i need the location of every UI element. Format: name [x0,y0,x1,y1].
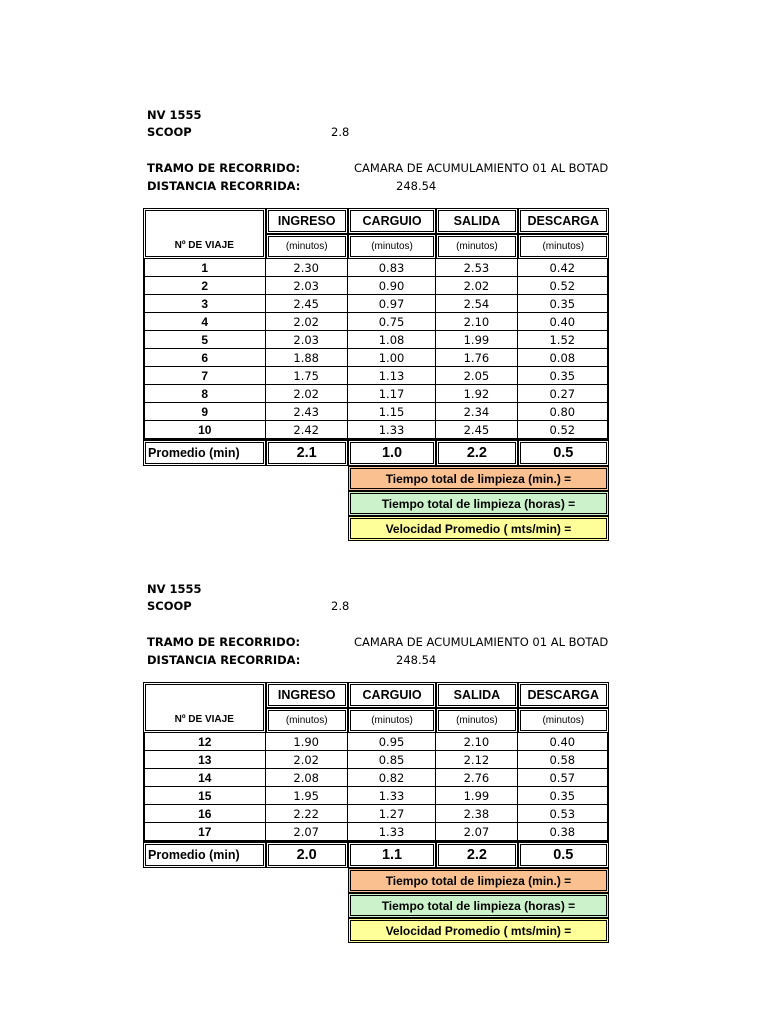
average-speed: Velocidad Promedio ( mts/min) = [348,516,609,541]
unit-salida: (minutos) [436,708,517,733]
col-ingreso: INGRESO [266,682,348,708]
cell-descarga: 0.35 [518,787,609,805]
average-row [143,842,609,868]
level-label: NV 1555 [147,582,202,596]
trip-row [143,787,609,805]
cell-carguio: 0.97 [348,295,436,313]
average-carguio: 1.0 [348,440,436,466]
cell-trip-number: 7 [143,367,266,385]
cell-ingreso: 2.02 [266,313,348,331]
unit-ingreso: (minutos) [266,708,348,733]
col-carguio: CARGUIO [348,208,436,234]
trip-section-2 [0,578,768,1018]
cell-salida: 1.99 [436,787,517,805]
total-time-minutes: Tiempo total de limpieza (min.) = [348,868,609,893]
cell-trip-number: 4 [143,313,266,331]
cell-trip-number: 17 [143,823,266,842]
cell-ingreso: 2.45 [266,295,348,313]
cell-carguio: 0.90 [348,277,436,295]
cell-ingreso: 2.22 [266,805,348,823]
cell-carguio: 0.75 [348,313,436,331]
cell-trip-number: 10 [143,421,266,440]
distance-label: DISTANCIA RECORRIDA: [147,179,301,193]
average-descarga: 0.5 [518,842,609,868]
cell-salida: 1.76 [436,349,517,367]
cell-ingreso: 2.02 [266,751,348,769]
cell-carguio: 1.33 [348,787,436,805]
cell-ingreso: 2.02 [266,385,348,403]
cell-ingreso: 1.75 [266,367,348,385]
cell-ingreso: 2.30 [266,259,348,277]
average-ingreso: 2.1 [266,440,348,466]
cell-descarga: 0.58 [518,751,609,769]
route-label: TRAMO DE RECORRIDO: [147,635,301,649]
average-ingreso: 2.0 [266,842,348,868]
average-speed: Velocidad Promedio ( mts/min) = [348,918,609,943]
cell-salida: 2.38 [436,805,517,823]
average-descarga: 0.5 [518,440,609,466]
average-carguio: 1.1 [348,842,436,868]
route-value: CAMARA DE ACUMULAMIENTO 01 AL BOTAD [354,161,609,175]
trip-rows [143,259,609,440]
cell-trip-number: 16 [143,805,266,823]
unit-carguio: (minutos) [348,234,436,259]
trip-row [143,733,609,751]
cell-descarga: 0.40 [518,313,609,331]
cell-salida: 2.53 [436,259,517,277]
average-label: Promedio (min) [143,440,266,466]
trip-row [143,385,609,403]
cell-salida: 1.99 [436,331,517,349]
cell-trip-number: 12 [143,733,266,751]
cell-carguio: 0.83 [348,259,436,277]
cell-ingreso: 2.07 [266,823,348,842]
scoop-value: 2.8 [331,599,350,613]
cell-ingreso: 2.43 [266,403,348,421]
cell-descarga: 0.52 [518,277,609,295]
trip-header-top [143,682,266,708]
cell-salida: 1.92 [436,385,517,403]
trip-row [143,349,609,367]
cell-descarga: 0.35 [518,295,609,313]
cell-carguio: 1.17 [348,385,436,403]
trip-row [143,313,609,331]
trip-row [143,331,609,349]
cell-salida: 2.10 [436,313,517,331]
total-time-hours: Tiempo total de limpieza (horas) = [348,491,609,516]
cell-trip-number: 14 [143,769,266,787]
cell-descarga: 0.52 [518,421,609,440]
cell-ingreso: 1.95 [266,787,348,805]
cell-carguio: 1.27 [348,805,436,823]
col-salida: SALIDA [436,208,517,234]
cell-descarga: 0.08 [518,349,609,367]
cell-salida: 2.76 [436,769,517,787]
level-label: NV 1555 [147,108,202,122]
scoop-value: 2.8 [331,125,350,139]
col-ingreso: INGRESO [266,208,348,234]
cell-ingreso: 2.03 [266,331,348,349]
cell-trip-number: 6 [143,349,266,367]
cell-carguio: 0.95 [348,733,436,751]
cell-trip-number: 1 [143,259,266,277]
trip-row [143,751,609,769]
distance-label: DISTANCIA RECORRIDA: [147,653,301,667]
cell-trip-number: 8 [143,385,266,403]
cell-salida: 2.05 [436,367,517,385]
col-trip-number: Nº DE VIAJE [143,234,266,259]
cell-ingreso: 2.08 [266,769,348,787]
trip-row [143,769,609,787]
cell-descarga: 0.80 [518,403,609,421]
average-salida: 2.2 [436,440,517,466]
trip-rows [143,733,609,842]
cell-trip-number: 5 [143,331,266,349]
cell-salida: 2.45 [436,421,517,440]
col-trip-number: Nº DE VIAJE [143,708,266,733]
total-time-hours: Tiempo total de limpieza (horas) = [348,893,609,918]
unit-ingreso: (minutos) [266,234,348,259]
unit-descarga: (minutos) [518,708,609,733]
cell-ingreso: 2.42 [266,421,348,440]
cell-descarga: 1.52 [518,331,609,349]
cell-trip-number: 15 [143,787,266,805]
scoop-label: SCOOP [147,599,192,613]
cell-ingreso: 2.03 [266,277,348,295]
total-time-minutes: Tiempo total de limpieza (min.) = [348,466,609,491]
cell-trip-number: 3 [143,295,266,313]
cell-salida: 2.34 [436,403,517,421]
route-value: CAMARA DE ACUMULAMIENTO 01 AL BOTAD [354,635,609,649]
cell-carguio: 1.15 [348,403,436,421]
cell-salida: 2.12 [436,751,517,769]
unit-salida: (minutos) [436,234,517,259]
scoop-label: SCOOP [147,125,192,139]
cell-salida: 2.10 [436,733,517,751]
trip-row [143,367,609,385]
cell-descarga: 0.53 [518,805,609,823]
cell-descarga: 0.27 [518,385,609,403]
cell-trip-number: 2 [143,277,266,295]
cell-carguio: 1.33 [348,823,436,842]
cell-trip-number: 13 [143,751,266,769]
cell-salida: 2.02 [436,277,517,295]
col-descarga: DESCARGA [518,682,609,708]
average-row [143,440,609,466]
distance-value: 248.54 [396,653,437,667]
trip-row [143,295,609,313]
cell-carguio: 0.82 [348,769,436,787]
average-label: Promedio (min) [143,842,266,868]
cell-salida: 2.54 [436,295,517,313]
unit-carguio: (minutos) [348,708,436,733]
distance-value: 248.54 [396,179,437,193]
cell-descarga: 0.40 [518,733,609,751]
trip-section-1 [0,104,768,544]
cell-carguio: 1.00 [348,349,436,367]
trip-times-table [143,682,609,943]
trip-header-top [143,208,266,234]
cell-carguio: 1.13 [348,367,436,385]
trip-row [143,403,609,421]
average-salida: 2.2 [436,842,517,868]
col-salida: SALIDA [436,682,517,708]
col-carguio: CARGUIO [348,682,436,708]
cell-descarga: 0.38 [518,823,609,842]
trip-row [143,259,609,277]
cell-ingreso: 1.88 [266,349,348,367]
cell-carguio: 1.08 [348,331,436,349]
cell-descarga: 0.42 [518,259,609,277]
col-descarga: DESCARGA [518,208,609,234]
unit-descarga: (minutos) [518,234,609,259]
route-label: TRAMO DE RECORRIDO: [147,161,301,175]
cell-carguio: 0.85 [348,751,436,769]
trip-times-table [143,208,609,541]
cell-ingreso: 1.90 [266,733,348,751]
cell-descarga: 0.57 [518,769,609,787]
trip-row [143,421,609,440]
trip-row [143,823,609,842]
trip-row [143,277,609,295]
cell-salida: 2.07 [436,823,517,842]
cell-trip-number: 9 [143,403,266,421]
cell-descarga: 0.35 [518,367,609,385]
cell-carguio: 1.33 [348,421,436,440]
trip-row [143,805,609,823]
